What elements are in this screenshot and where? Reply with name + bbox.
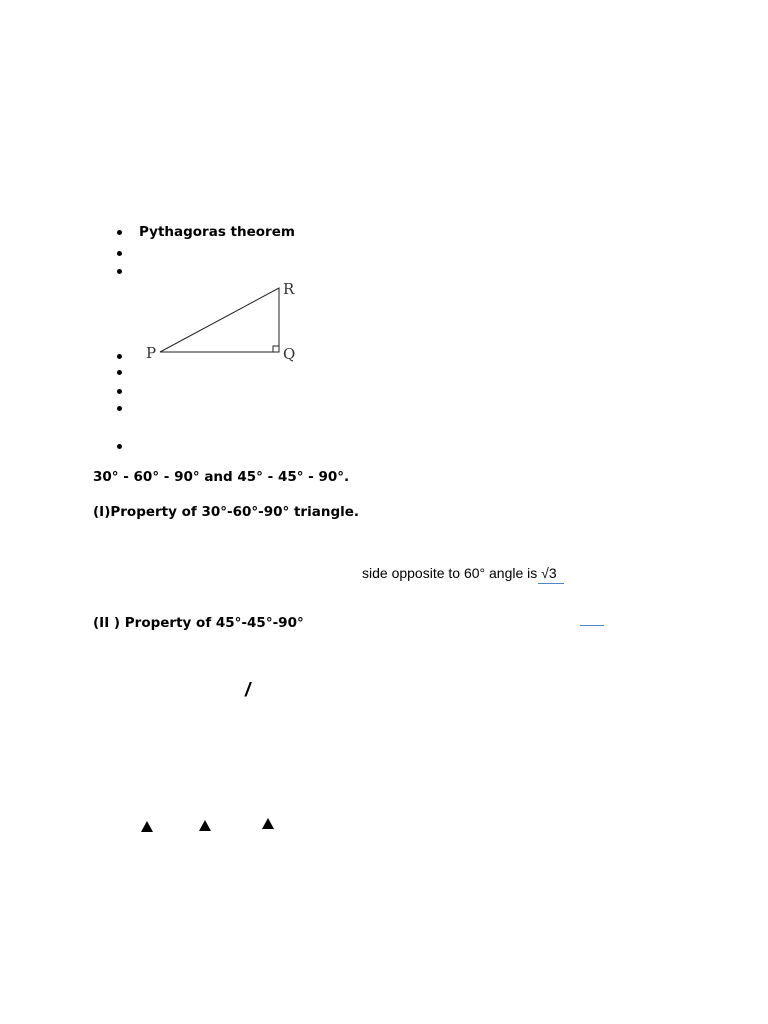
side-opposite-prefix: side opposite to 60° angle is	[362, 565, 542, 581]
heading-property-45-45-90: (II ) Property of 45°-45°-90°	[93, 615, 304, 631]
list-bullet	[117, 230, 122, 235]
list-bullet	[117, 444, 122, 449]
list-bullet	[117, 354, 122, 359]
list-bullet	[117, 269, 122, 274]
sqrt-three: √3	[541, 565, 557, 581]
heading-special-triangles: 30° - 60° - 90° and 45° - 45° - 90°.	[93, 469, 350, 485]
list-bullet	[117, 251, 122, 256]
heading-property-30-60-90: (I)Property of 30°-60°-90° triangle.	[93, 504, 360, 520]
triangle-icon	[141, 821, 153, 832]
triangle-outline	[160, 288, 279, 352]
vertex-label-p: P	[146, 344, 157, 362]
list-bullet	[117, 389, 122, 394]
triangle-icon	[199, 820, 211, 831]
side-opposite-text	[362, 565, 557, 581]
vertex-label-q: Q	[283, 345, 296, 363]
list-bullet	[117, 370, 122, 375]
triangle-icon	[262, 818, 274, 829]
slash-mark: /	[245, 680, 251, 701]
link-underline[interactable]	[538, 583, 564, 584]
list-bullet	[117, 406, 122, 411]
list-item-pythagoras: Pythagoras theorem	[139, 224, 295, 240]
link-underline[interactable]	[580, 625, 604, 626]
right-angle-mark	[273, 346, 279, 352]
vertex-label-r: R	[283, 280, 295, 298]
